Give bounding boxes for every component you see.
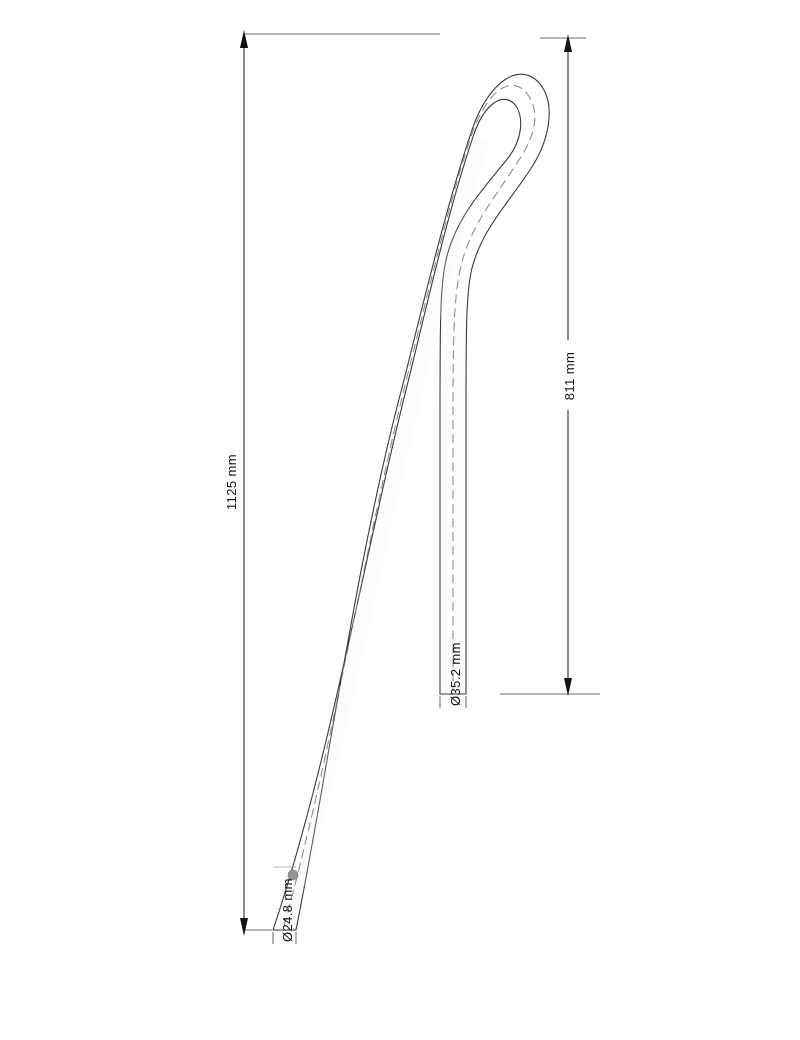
dimension-label-overall-length: 1125 mm (224, 453, 239, 511)
dimension-label-upper-diameter: Ø35.2 mm (448, 642, 463, 706)
dimension-leg-length (500, 34, 600, 696)
tube-outline (273, 74, 549, 930)
dimension-label-leg-length: 811 mm (562, 351, 577, 401)
part-geometry (273, 74, 549, 930)
dimension-label-lower-diameter: Ø24.8 mm (280, 878, 295, 942)
dimension-lower-diameter (273, 878, 296, 944)
dimension-overall-length (222, 30, 440, 936)
